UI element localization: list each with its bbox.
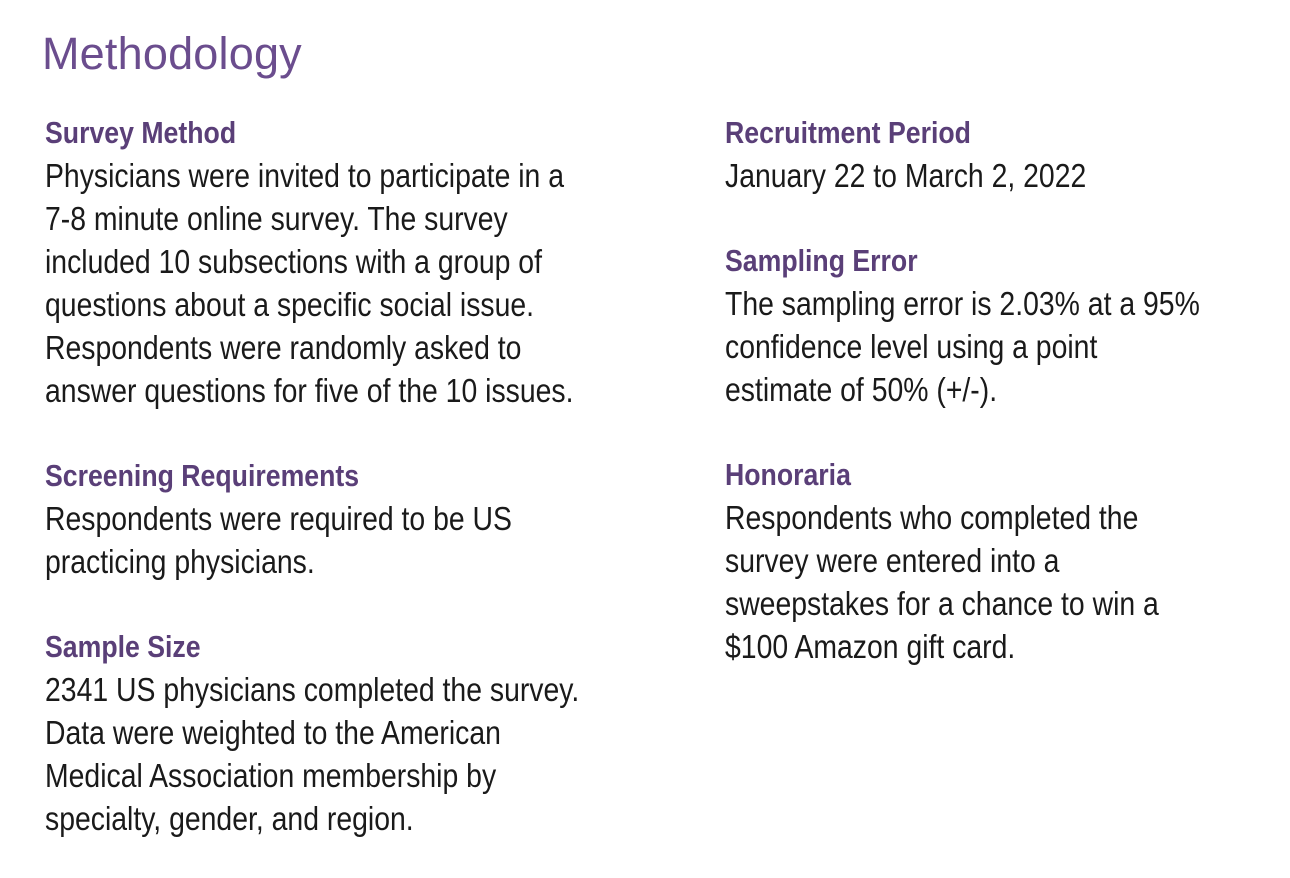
left-column	[45, 112, 685, 840]
right-column	[725, 112, 1285, 668]
section-body	[725, 282, 1285, 411]
body-line: Respondents who completed the	[725, 499, 1139, 536]
body-line: Respondents were randomly asked to	[45, 329, 522, 366]
body-line: survey were entered into a	[725, 542, 1060, 579]
section-heading: Sampling Error	[725, 243, 918, 278]
section-heading: Screening Requirements	[45, 458, 360, 493]
body-line: confidence level using a point	[725, 328, 1098, 365]
section-survey-method	[45, 112, 685, 412]
body-line: questions about a specific social issue.	[45, 286, 535, 323]
section-heading: Sample Size	[45, 629, 201, 664]
section-spacer	[45, 412, 685, 455]
body-line: The sampling error is 2.03% at a 95%	[725, 285, 1200, 322]
section-body	[725, 496, 1285, 668]
section-body	[45, 154, 685, 412]
body-line: 2341 US physicians completed the survey.	[45, 671, 580, 708]
section-heading: Survey Method	[45, 115, 237, 150]
body-line: Respondents were required to be US	[45, 500, 512, 537]
body-line: Medical Association membership by	[45, 757, 497, 794]
section-sample-size	[45, 626, 685, 840]
page-title: Methodology	[42, 28, 302, 79]
section-heading: Honoraria	[725, 457, 851, 492]
body-line: sweepstakes for a chance to win a	[725, 585, 1159, 622]
section-sampling-error	[725, 240, 1285, 411]
body-line: Data were weighted to the American	[45, 714, 501, 751]
body-line: estimate of 50% (+/-).	[725, 371, 998, 408]
section-spacer	[45, 583, 685, 626]
section-recruitment-period	[725, 112, 1285, 197]
section-body	[45, 668, 685, 840]
body-line: 7-8 minute online survey. The survey	[45, 200, 508, 237]
body-line: $100 Amazon gift card.	[725, 628, 1016, 665]
section-spacer	[725, 197, 1285, 240]
section-body	[45, 497, 685, 583]
body-line: specialty, gender, and region.	[45, 800, 414, 837]
body-line: answer questions for five of the 10 issues.	[45, 372, 574, 409]
section-spacer	[725, 411, 1285, 454]
body-line: included 10 subsections with a group of	[45, 243, 542, 280]
section-screening-requirements	[45, 455, 685, 583]
body-line: Physicians were invited to participate in a	[45, 157, 564, 194]
section-body	[725, 154, 1285, 197]
body-line: January 22 to March 2, 2022	[725, 157, 1087, 194]
body-line: practicing physicians.	[45, 543, 315, 580]
section-heading: Recruitment Period	[725, 115, 971, 150]
section-honoraria	[725, 454, 1285, 668]
